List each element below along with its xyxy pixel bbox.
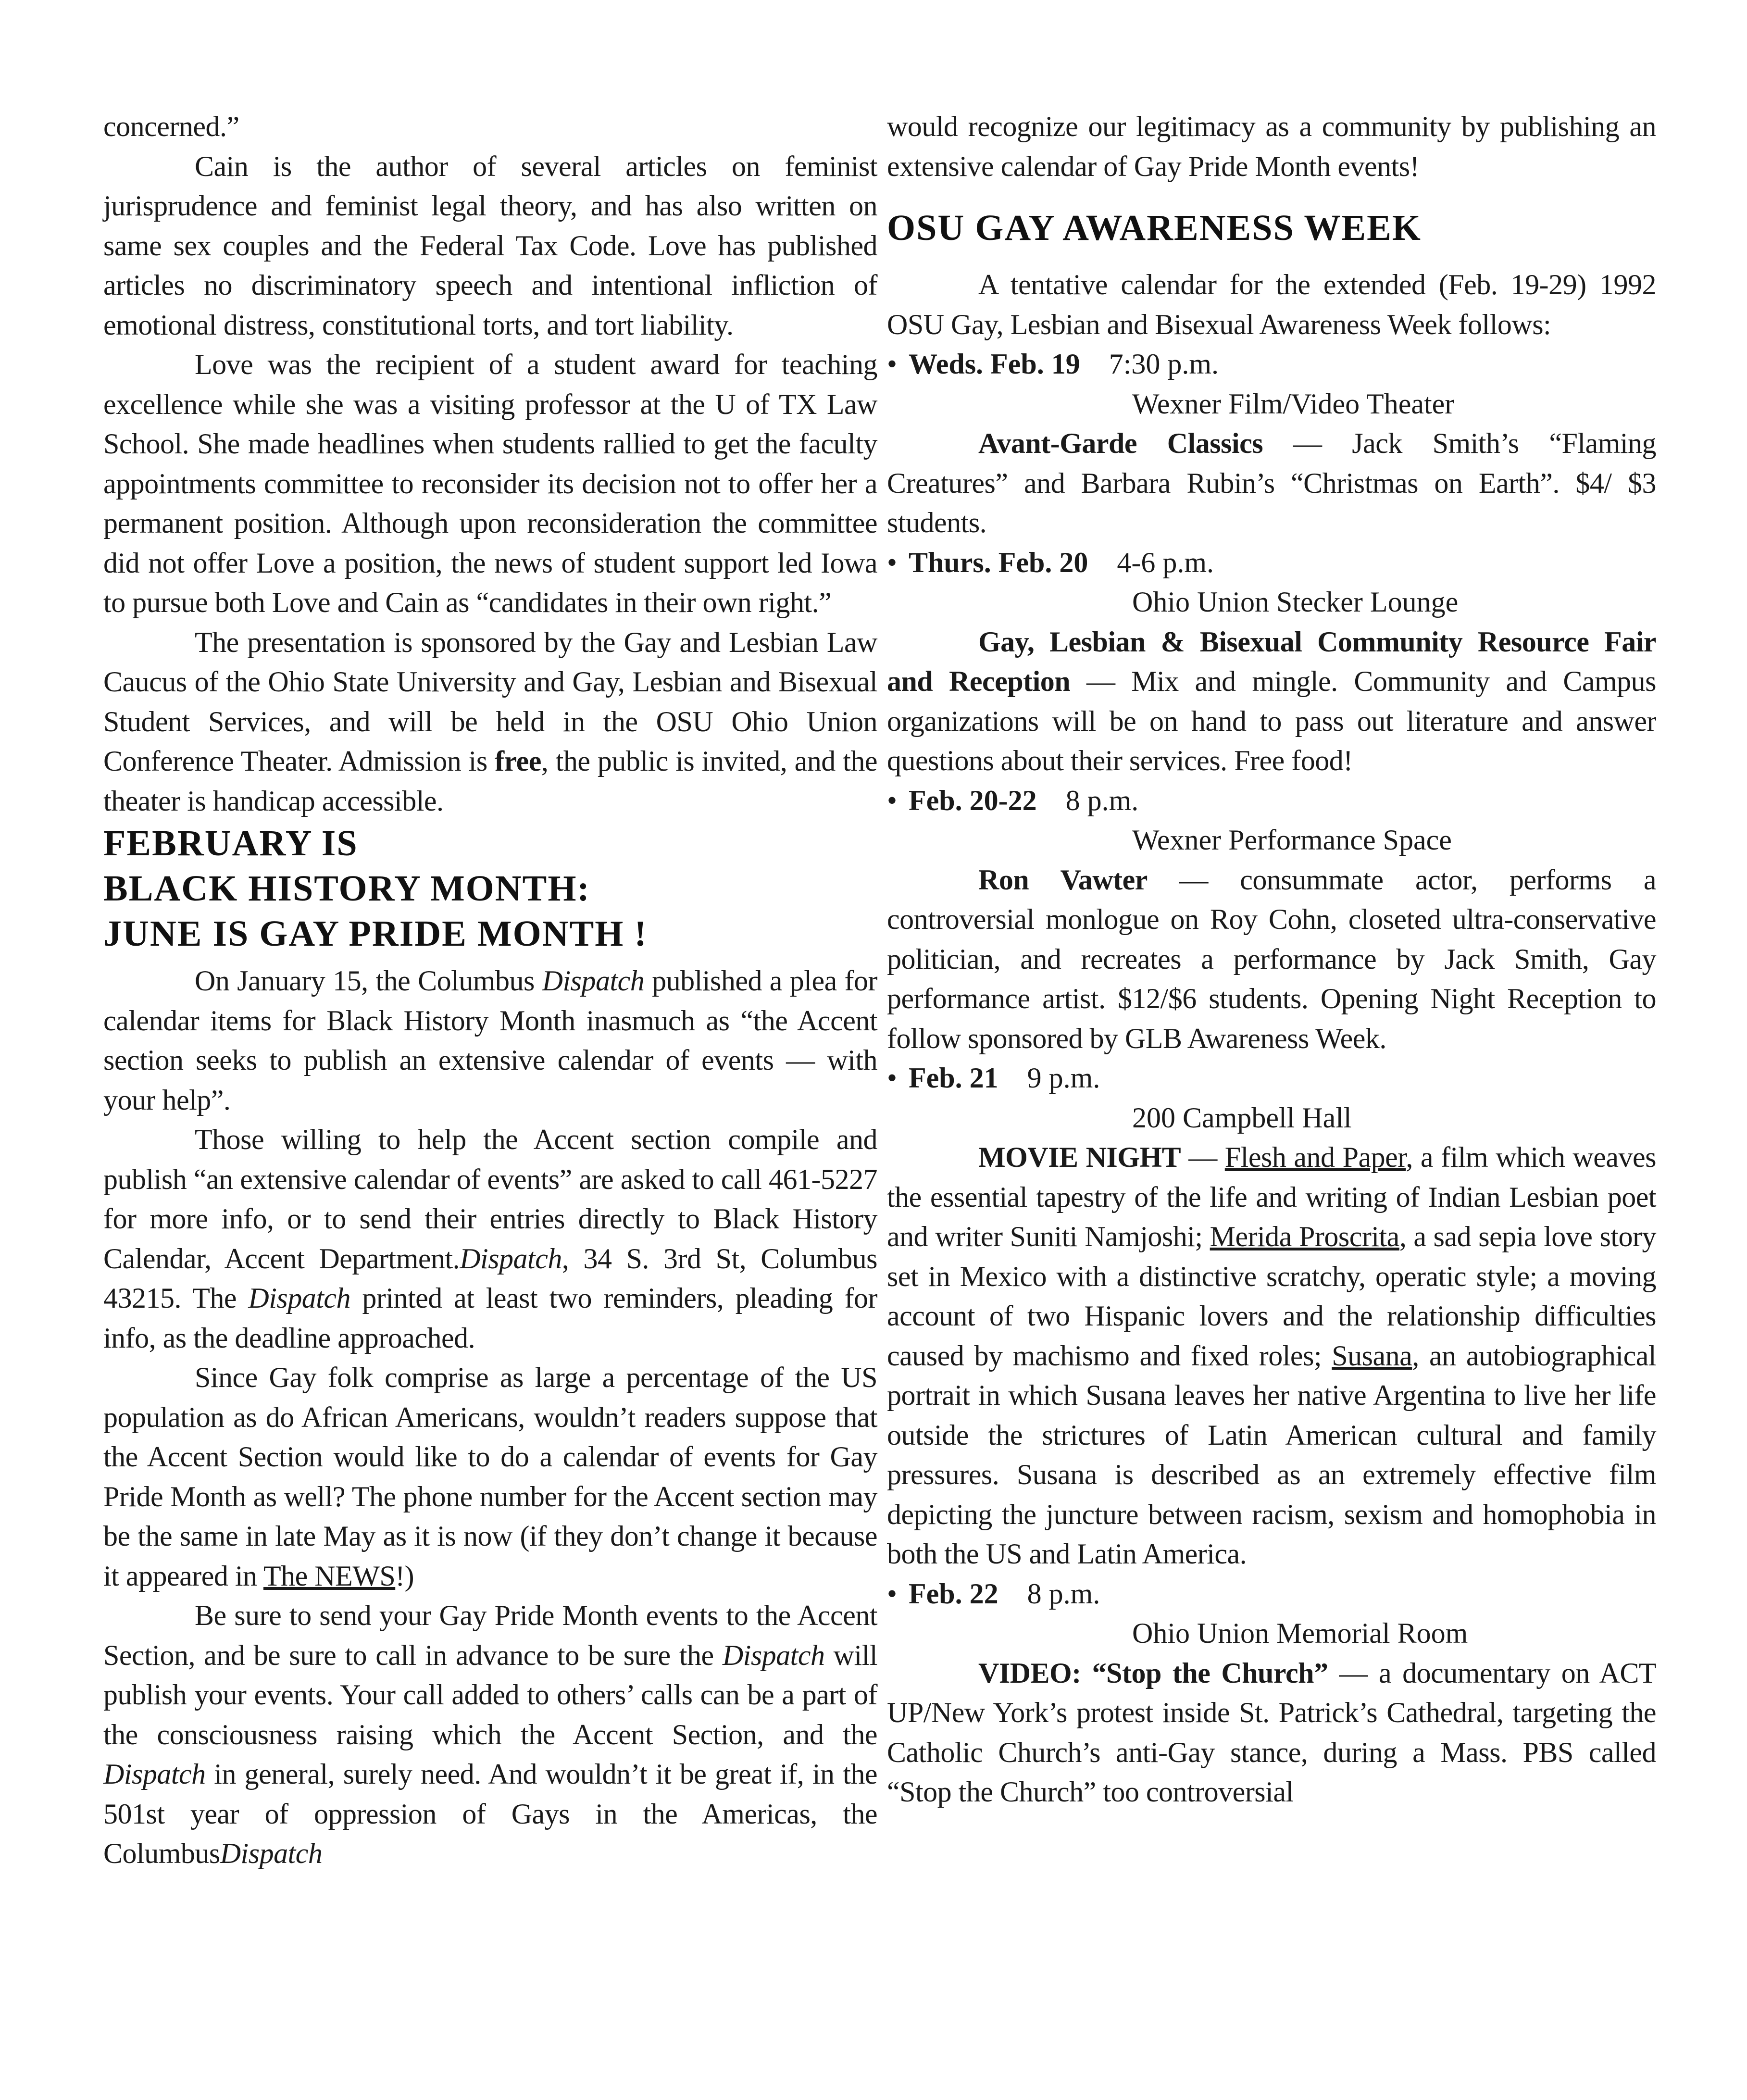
event-description <box>887 622 1656 781</box>
event-date: Feb. 22 <box>909 1577 998 1610</box>
paragraph-call-to-action <box>103 1596 877 1874</box>
text: published a plea for calendar items for Black History Month inasmuch as “the Accent section seeks to publish an extensive calendar of events — with your help”. <box>103 965 878 1116</box>
publication-name: Dispatch <box>722 1639 825 1671</box>
headline-line: BLACK HISTORY MONTH: <box>103 868 590 909</box>
text: — Jack Smith’s “Flaming Creatures” and Barbara Rubin’s “Christmas on Earth”. $4/ $3 students. <box>887 427 1656 538</box>
headline-black-history-gay-pride <box>103 821 877 956</box>
text: , 34 S. 3rd St, Columbus 43215. The <box>103 1242 877 1314</box>
publication-name: Dispatch <box>460 1242 562 1275</box>
paragraph-cain-bio: Cain is the author of several articles on feminist jurisprudence and feminist legal theory, and has also written on same sex couples and the Federal Tax Code. Love has published articles no discriminatory speech and intentional infliction of emotional distress, constitutional torts, and tort liability. <box>103 150 877 341</box>
headline-line: JUNE IS GAY PRIDE MONTH ! <box>103 913 648 954</box>
text: — consummate actor, performs a controversial monlogue on Roy Cohn, closeted ultra-conservative politician, and recreates a performance by Jack Smith, Gay performance artist. $12/$6 students. Opening Night Reception to follow sponsored by GLB Awareness Week. <box>887 863 1657 1054</box>
event-description <box>887 860 1656 1059</box>
paragraph-continuation: would recognize our legitimacy as a community by publishing an extensive calendar of Gay Pride Month events! <box>887 111 1656 182</box>
event-date: Weds. Feb. 19 <box>909 348 1080 380</box>
paragraph-love-bio: Love was the recipient of a student award for teaching excellence while she was a visiting professor at the U of TX Law School. She made headlines when students rallied to get the faculty appointments committee to reconsider its decision not to offer her a permanent position. Although upon reconsideration the committee did not offer Love a position, the news of student support led Iowa to pursue both Love and Cain as “candidates in their own right.” <box>103 349 877 618</box>
text: , a film which weaves the essential tapestry of the life and writing of Indian Lesbian poet and writer Suniti Namjoshi; <box>887 1141 1656 1252</box>
paragraph-gay-pride-argument <box>103 1358 877 1596</box>
right-column <box>887 107 1656 1812</box>
event-venue: Wexner Film/Video Theater <box>1132 388 1455 420</box>
publication-name: Dispatch <box>248 1282 351 1314</box>
event-item <box>887 781 1656 1059</box>
text: in general, surely need. And wouldn’t it be great if, in the 501st year of oppression of Gays in the Americas, the Columbus <box>103 1758 877 1869</box>
text: — a documentary on ACT UP/New York’s protest inside St. Patrick’s Cathedral, targeting the Catholic Church’s anti-Gay stance, during a Mass. PBS called “Stop the Church” too controversial <box>887 1657 1656 1808</box>
event-time: 8 p.m. <box>1027 1577 1100 1610</box>
text: , an autobiographical portrait in which Susana leaves her native Argentina to live her life outside the strictures of Latin American cultural and family pressures. Susana is described as an extremely effective film depicting the juncture between racism, sexism and homophobia in both the US and Latin America. <box>887 1339 1656 1570</box>
event-datetime <box>887 344 1656 384</box>
event-date: Feb. 21 <box>909 1062 998 1094</box>
event-date: Thurs. Feb. 20 <box>909 546 1088 578</box>
film-title: Flesh and Paper <box>1224 1141 1406 1173</box>
event-item <box>887 1574 1656 1812</box>
text: Be sure to send your Gay Pride Month events to the Accent Section, and be sure to call in advance to be sure the <box>103 1600 877 1671</box>
event-item <box>887 543 1656 781</box>
text: Since Gay folk comprise as large a percentage of the US population as do African Americans, wouldn’t readers suppose that the Accent Section would like to do a calendar of events for Gay Pride Month as well? The phone number for the Accent section may be the same in late May as it is now (if they don’t change it because it appeared in <box>103 1362 877 1592</box>
event-title: VIDEO: “Stop the Church” <box>978 1657 1328 1689</box>
event-description <box>887 1653 1656 1812</box>
event-datetime <box>887 1574 1656 1614</box>
paragraph-contact-info <box>103 1120 877 1358</box>
event-time: 7:30 p.m. <box>1109 348 1219 380</box>
text: , a sad sepia love story set in Mexico with a distinctive scratchy, operatic style; a moving account of two Hispanic lovers and the relationship difficulties caused by machismo and fixed roles; <box>887 1221 1656 1372</box>
headline-osu-gay-awareness-week: OSU GAY AWARENESS WEEK <box>887 208 1422 248</box>
text: , the public is invited, and the theater is handicap accessible. <box>103 745 877 817</box>
event-item <box>887 344 1656 543</box>
event-time: 4-6 p.m. <box>1117 546 1214 578</box>
bullet-icon: • <box>887 784 898 816</box>
event-venue: Ohio Union Stecker Lounge <box>1132 586 1459 618</box>
text: Those willing to help the Accent section compile and publish “an extensive calendar of events” are asked to call 461-5227 for more info, or to send their entries directly to Black History Calendar, Accent Department. <box>103 1124 877 1275</box>
emphasis-free: free <box>495 745 541 777</box>
text: — Mix and mingle. Community and Campus organizations will be on hand to pass out literature and answer questions about their services. Free food! <box>887 665 1656 776</box>
paragraph-calendar-intro: A tentative calendar for the extended (Feb. 19-29) 1992 OSU Gay, Lesbian and Bisexual Awareness Week follows: <box>887 269 1656 340</box>
headline-line: FEBRUARY IS <box>103 823 358 863</box>
publication-name: Dispatch <box>103 1758 206 1790</box>
film-title: Susana <box>1332 1339 1412 1372</box>
bullet-icon: • <box>887 1062 898 1094</box>
event-description <box>887 1138 1656 1574</box>
bullet-icon: • <box>887 348 898 380</box>
event-title: Gay, Lesbian & Bisexual Community Resource Fair and Reception <box>887 625 1656 697</box>
text: !) <box>395 1560 414 1592</box>
event-date: Feb. 20-22 <box>909 784 1037 816</box>
bullet-icon: • <box>887 1577 898 1610</box>
paragraph-continuation: concerned.” <box>103 111 239 142</box>
paragraph-presentation-info <box>103 623 877 821</box>
event-venue: Wexner Performance Space <box>1132 824 1452 856</box>
event-datetime <box>887 781 1656 821</box>
publication-name-underlined: The NEWS <box>263 1560 396 1592</box>
event-venue: Ohio Union Memorial Room <box>1132 1617 1468 1649</box>
event-datetime <box>887 1058 1656 1098</box>
event-item <box>887 1058 1656 1574</box>
text: On January 15, the Columbus <box>195 965 542 997</box>
text: printed at least two reminders, pleading for info, as the deadline approached. <box>103 1282 877 1354</box>
event-datetime <box>887 543 1656 583</box>
bullet-icon: • <box>887 546 898 578</box>
text: The presentation is sponsored by the Gay and Lesbian Law Caucus of the Ohio State University and Gay, Lesbian and Bisexual Student Services, and will be held in the OSU Ohio Union Conference Theater. Admission is <box>103 626 877 777</box>
publication-name: Dispatch <box>542 965 645 997</box>
event-venue: 200 Campbell Hall <box>1132 1101 1352 1134</box>
event-title: MOVIE NIGHT <box>978 1141 1181 1173</box>
event-time: 9 p.m. <box>1027 1062 1100 1094</box>
event-title: Avant-Garde Classics <box>978 427 1263 459</box>
paragraph-dispatch-plea <box>103 961 877 1120</box>
left-column <box>103 107 877 1874</box>
event-title: Ron Vawter <box>978 863 1148 896</box>
event-time: 8 p.m. <box>1065 784 1139 816</box>
publication-name: Dispatch <box>220 1838 323 1869</box>
text: will publish your events. Your call added to others’ calls can be a part of the consciousness raising which the Accent Section, and the <box>103 1639 877 1750</box>
film-title: Merida Proscrita <box>1210 1221 1399 1252</box>
event-description <box>887 424 1656 543</box>
text: — <box>1181 1141 1225 1173</box>
